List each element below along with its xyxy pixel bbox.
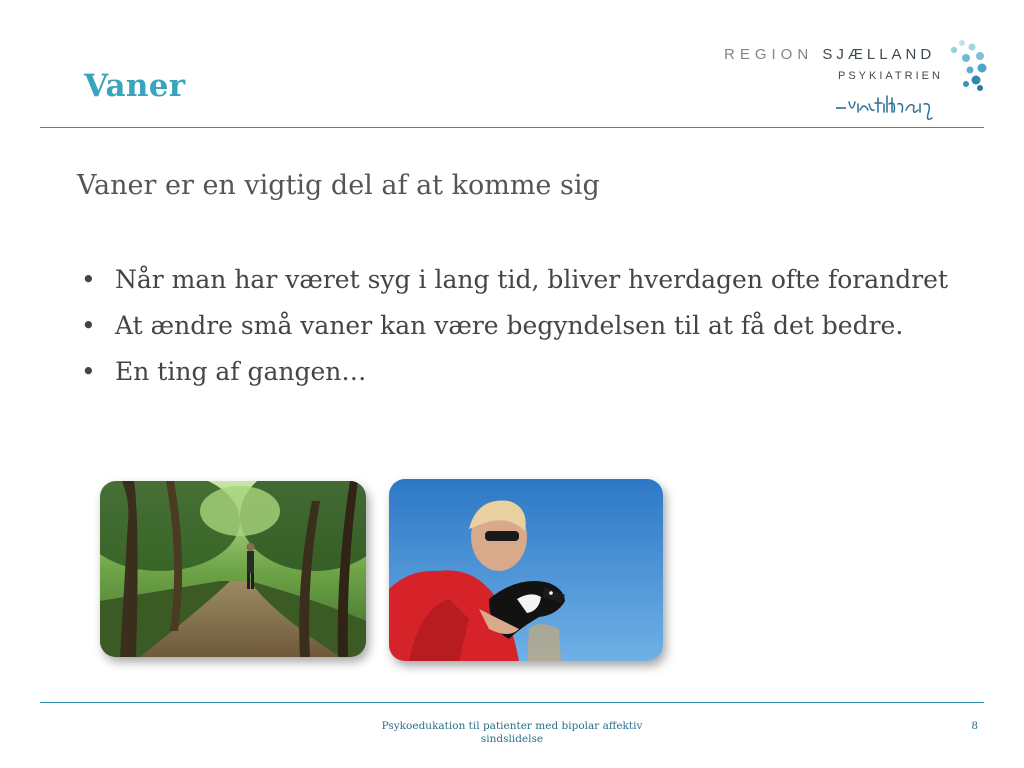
bullet-icon: • xyxy=(81,265,96,294)
woman-with-dog-photo xyxy=(389,479,663,661)
list-item: • En ting af gangen… xyxy=(77,354,977,390)
region-sjaelland-logo xyxy=(720,36,990,128)
bullet-icon: • xyxy=(81,357,96,386)
list-item: • Når man har været syg i lang tid, bliver hverdagen ofte forandret xyxy=(77,262,977,298)
header-divider xyxy=(40,127,984,128)
logo-dots-icon xyxy=(942,38,988,94)
logo-region-text: REGION SJÆLLAND xyxy=(724,46,936,63)
footer-text: Psykoedukation til patienter med bipolar affektiv sindslidelse xyxy=(381,720,643,745)
footer-divider xyxy=(40,702,984,703)
lead-paragraph: Vaner er en vigtig del af at komme sig xyxy=(77,170,600,201)
bullet-icon: • xyxy=(81,311,96,340)
slide-title: Vaner xyxy=(84,68,186,104)
page-number: 8 xyxy=(971,720,978,732)
bullet-list xyxy=(77,262,977,400)
list-item: • At ændre små vaner kan være begyndelsen til at få det bedre. xyxy=(77,308,977,344)
logo-department-text: PSYKIATRIEN xyxy=(838,70,943,82)
forest-path-photo xyxy=(100,481,366,657)
logo-tagline-script xyxy=(834,90,954,124)
